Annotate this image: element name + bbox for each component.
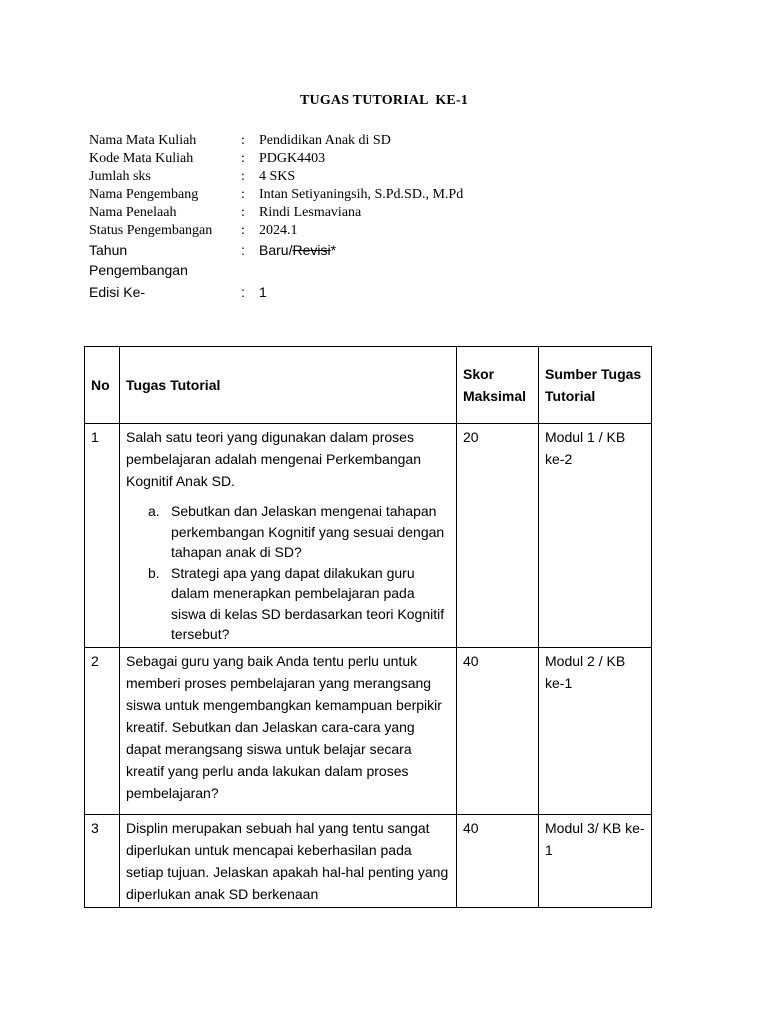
info-value — [259, 240, 336, 260]
info-colon: : — [241, 187, 245, 202]
row-task: Displin merupakan sebuah hal yang tentu sangat diperlukan untuk mencapai keberhasilan pada setiap tujuan. Jelaskan apakah hal-hal penting yang diperlukan anak SD berkenaan — [120, 814, 457, 907]
info-value: 4 SKS — [259, 169, 296, 184]
row-task — [120, 424, 457, 648]
value-new: Baru/ — [259, 242, 293, 258]
row-score: 20 — [457, 424, 539, 648]
info-colon: : — [241, 133, 245, 148]
row-task: Sebagai guru yang baik Anda tentu perlu untuk memberi proses pembelajaran yang merangsang siswa untuk mengembangkan kemampuan berpikir kreatif. Sebutkan dan Jelaskan cara-cara yang dapat merangsang siswa untuk belajar secara kreatif yang perlu anda lakukan dalam proses pembelajaran? — [120, 647, 457, 814]
info-label: Nama Pengembang — [89, 187, 199, 202]
course-info — [89, 132, 689, 302]
value-asterisk: * — [330, 242, 337, 258]
table-row — [85, 814, 652, 907]
info-row-developer — [89, 186, 689, 204]
info-label: Status Pengembangan — [89, 223, 213, 238]
task-text: Salah satu teori yang digunakan dalam proses pembelajaran adalah mengenai Perkembangan Kognitif Anak SD. — [126, 429, 421, 489]
row-source: Modul 1 / KB ke-2 — [539, 424, 652, 648]
info-value: 1 — [259, 284, 267, 300]
info-row-course-code — [89, 150, 689, 168]
info-label: Nama Penelaah — [89, 205, 177, 220]
info-value: PDGK4403 — [259, 151, 326, 166]
row-no: 1 — [85, 424, 120, 648]
info-label: Edisi Ke- — [89, 284, 146, 300]
table-header-row — [85, 347, 652, 424]
list-item-text: Sebutkan dan Jelaskan mengenai tahapan perkembangan Kognitif yang sesuai dengan tahapan anak di SD? — [171, 503, 445, 560]
info-value: Intan Setiyaningsih, S.Pd.SD., M.Pd — [259, 187, 464, 202]
info-colon: : — [241, 151, 245, 166]
list-item — [148, 501, 450, 563]
document-title: TUGAS TUTORIAL KE-1 — [299, 93, 469, 108]
row-no: 2 — [85, 647, 120, 814]
row-source: Modul 2 / KB ke-1 — [539, 647, 652, 814]
value-revision-struck: Revisi — [292, 242, 331, 258]
row-source: Modul 3/ KB ke- 1 — [539, 814, 652, 907]
list-item-text: Strategi apa yang dapat dilakukan guru dalam menerapkan pembelajaran pada siswa di kelas SD berdasarkan teori Kognitif tersebut? — [171, 564, 445, 642]
header-task: Tugas Tutorial — [120, 347, 457, 424]
table-row — [85, 424, 652, 648]
info-value: 2024.1 — [259, 223, 298, 238]
list-item — [148, 563, 450, 645]
info-colon: : — [241, 169, 245, 184]
info-row-year — [89, 240, 689, 282]
header-score: Skor Maksimal — [457, 347, 539, 424]
row-no: 3 — [85, 814, 120, 907]
header-no: No — [85, 347, 120, 424]
info-value: Pendidikan Anak di SD — [259, 133, 391, 148]
info-row-edition — [89, 282, 689, 302]
info-label: Jumlah sks — [89, 169, 151, 184]
info-label: Kode Mata Kuliah — [89, 151, 194, 166]
task-subitems — [126, 501, 450, 645]
tutorial-task-table — [84, 346, 652, 908]
info-label: Tahun Pengembangan — [89, 242, 188, 278]
row-score: 40 — [457, 647, 539, 814]
list-marker: a. — [148, 503, 160, 519]
info-colon: : — [241, 205, 245, 220]
info-row-reviewer — [89, 204, 689, 222]
row-score: 40 — [457, 814, 539, 907]
list-marker: b. — [148, 564, 160, 581]
info-value: Rindi Lesmaviana — [259, 205, 362, 220]
header-source: Sumber Tugas Tutorial — [539, 347, 652, 424]
info-colon: : — [241, 242, 245, 258]
info-label: Nama Mata Kuliah — [89, 133, 197, 148]
info-colon: : — [241, 284, 245, 300]
info-colon: : — [241, 223, 245, 238]
table-row — [85, 647, 652, 814]
info-row-course-name — [89, 132, 689, 150]
info-row-status — [89, 222, 689, 240]
info-row-sks — [89, 168, 689, 186]
